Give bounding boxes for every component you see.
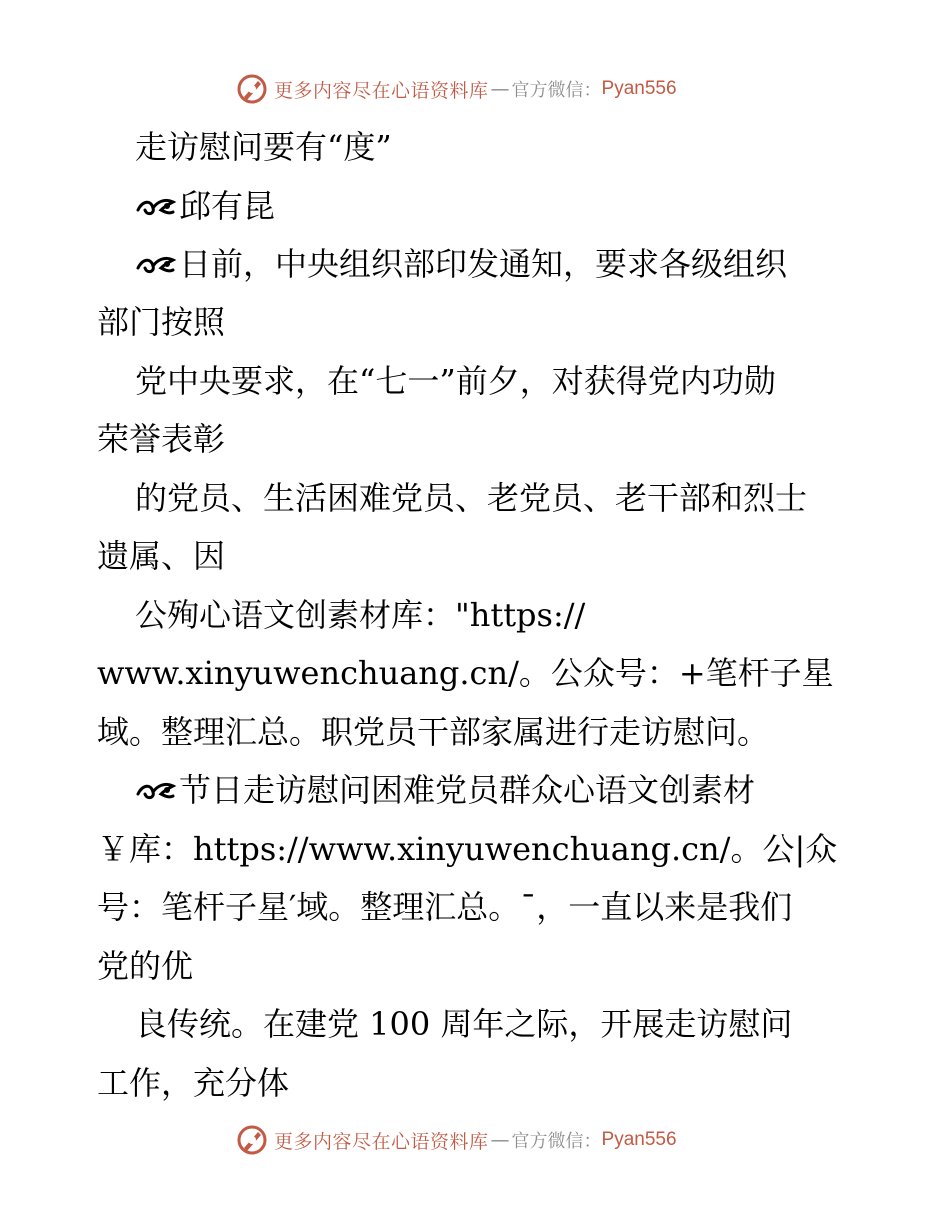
paragraph-line: 号：笔杆子星′域。整理汇总。¯，一直以来是我们 [97, 888, 793, 926]
paragraph-line: 党的优 [97, 947, 194, 985]
flourish-bullet-icon [135, 776, 177, 804]
header-banner [236, 72, 677, 106]
paragraph-line: 遗属、因 [97, 537, 226, 575]
paragraph-line: 域。整理汇总。职党员干部家属进行走访慰问。 [97, 713, 770, 751]
banner-slogan: 更多内容尽在心语资料库 [274, 1130, 489, 1153]
banner-wechat-label: 官方微信： [511, 80, 602, 101]
paragraph-line: 公殉心语文创素材库："https:// [135, 596, 586, 634]
pen-logo-icon [236, 1124, 268, 1156]
flourish-bullet-icon [135, 192, 177, 220]
paragraph-line: 节日走访慰问困难党员群众心语文创素材 [135, 770, 755, 810]
flourish-bullet-icon [135, 250, 177, 278]
banner-separator: — [490, 1129, 510, 1151]
banner-slogan: 更多内容尽在心语资料库 [274, 79, 489, 102]
author-line [135, 186, 275, 226]
paragraph-line: 荣誉表彰 [97, 420, 226, 458]
paragraph-line: 党中央要求，在“七一”前夕，对获得党内功勋 [135, 362, 776, 400]
footer-banner [236, 1123, 677, 1157]
banner-wechat-label: 官方微信： [511, 1131, 602, 1152]
paragraph-line: 的党员、生活困难党员、老党员、老干部和烈士 [135, 479, 808, 517]
paragraph-line: 工作，充分体 [97, 1064, 290, 1102]
banner-wechat-id: Pyan556 [601, 78, 677, 99]
document-title: 走访慰问要有“度” [135, 128, 392, 166]
paragraph-line: www.xinyuwenchuang.cn/。公众号：+笔杆子星 [97, 654, 834, 692]
paragraph-line: ￥库：https://www.xinyuwenchuang.cn/。公|众 [97, 830, 838, 868]
banner-wechat-id: Pyan556 [601, 1129, 677, 1150]
author-name: 邱有昆 [179, 187, 276, 225]
pen-logo-icon [236, 73, 268, 105]
paragraph-line: 良传统。在建党 100 周年之际，开展走访慰问 [135, 1005, 793, 1043]
banner-separator: — [490, 78, 510, 100]
paragraph-line: 日前，中央组织部印发通知，要求各级组织 [135, 244, 787, 284]
paragraph-line: 部门按照 [97, 303, 226, 341]
